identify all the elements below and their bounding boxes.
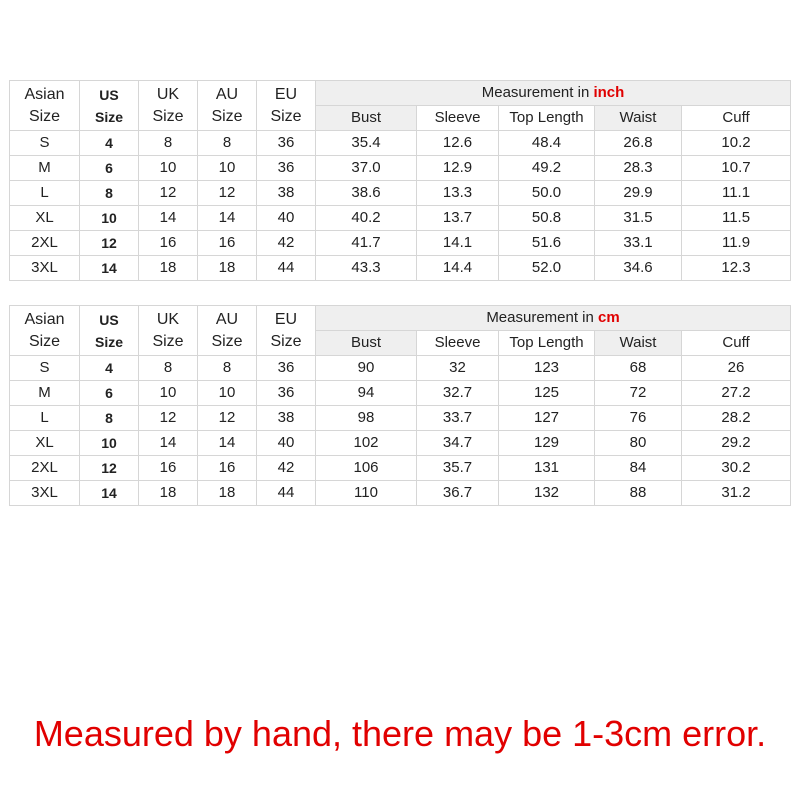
table-row	[10, 381, 791, 406]
asian-size-header: Asian Size	[10, 81, 80, 131]
top-length-cell: 50.8	[499, 206, 595, 231]
top-length-cell: 52.0	[499, 256, 595, 281]
au-size-cell: 14	[198, 431, 257, 456]
unit-label: cm	[598, 309, 620, 326]
top-length-cell: 48.4	[499, 131, 595, 156]
uk-size-cell: 14	[139, 206, 198, 231]
table-row	[10, 356, 791, 381]
sleeve-cell: 34.7	[417, 431, 499, 456]
asian-size-header: Asian Size	[10, 306, 80, 356]
uk-size-header: UK Size	[139, 306, 198, 356]
uk-size-cell: 12	[139, 406, 198, 431]
waist-cell: 88	[595, 481, 682, 506]
eu-size-cell: 44	[257, 256, 316, 281]
sleeve-header: Sleeve	[417, 106, 499, 131]
top-length-cell: 123	[499, 356, 595, 381]
us-size-cell: 6	[80, 156, 139, 181]
top-length-cell: 125	[499, 381, 595, 406]
waist-cell: 68	[595, 356, 682, 381]
top-length-header: Top Length	[499, 331, 595, 356]
size-table-cm	[9, 305, 791, 506]
us-size-cell: 8	[80, 406, 139, 431]
us-size-cell: 10	[80, 206, 139, 231]
uk-size-cell: 16	[139, 231, 198, 256]
cuff-cell: 28.2	[682, 406, 791, 431]
waist-cell: 31.5	[595, 206, 682, 231]
sleeve-cell: 14.4	[417, 256, 499, 281]
top-length-cell: 51.6	[499, 231, 595, 256]
au-size-cell: 8	[198, 131, 257, 156]
table-row	[10, 431, 791, 456]
table-row	[10, 131, 791, 156]
table-body	[10, 81, 791, 281]
au-size-cell: 12	[198, 406, 257, 431]
sleeve-cell: 32.7	[417, 381, 499, 406]
measurement-unit-header: Measurement in cm	[316, 306, 791, 331]
us-size-cell: 14	[80, 256, 139, 281]
asian-size-cell: 3XL	[10, 481, 80, 506]
us-size-cell: 14	[80, 481, 139, 506]
us-size-cell: 8	[80, 181, 139, 206]
au-size-cell: 18	[198, 256, 257, 281]
bust-cell: 106	[316, 456, 417, 481]
asian-size-cell: 2XL	[10, 456, 80, 481]
cuff-cell: 26	[682, 356, 791, 381]
eu-size-cell: 42	[257, 231, 316, 256]
bust-cell: 40.2	[316, 206, 417, 231]
sleeve-cell: 32	[417, 356, 499, 381]
au-size-header: AU Size	[198, 306, 257, 356]
asian-size-cell: 3XL	[10, 256, 80, 281]
uk-size-cell: 16	[139, 456, 198, 481]
cuff-cell: 29.2	[682, 431, 791, 456]
au-size-cell: 14	[198, 206, 257, 231]
table-row	[10, 231, 791, 256]
eu-size-cell: 36	[257, 156, 316, 181]
top-length-header: Top Length	[499, 106, 595, 131]
waist-cell: 34.6	[595, 256, 682, 281]
eu-size-cell: 38	[257, 181, 316, 206]
eu-size-header: EU Size	[257, 306, 316, 356]
sleeve-cell: 33.7	[417, 406, 499, 431]
sleeve-cell: 12.6	[417, 131, 499, 156]
eu-size-cell: 36	[257, 131, 316, 156]
bust-cell: 41.7	[316, 231, 417, 256]
bust-cell: 90	[316, 356, 417, 381]
au-size-cell: 16	[198, 231, 257, 256]
us-size-header: US Size	[80, 81, 139, 131]
cuff-header: Cuff	[682, 106, 791, 131]
table-row	[10, 406, 791, 431]
au-size-cell: 8	[198, 356, 257, 381]
cuff-cell: 30.2	[682, 456, 791, 481]
bust-header: Bust	[316, 106, 417, 131]
table-row	[10, 456, 791, 481]
uk-size-cell: 10	[139, 381, 198, 406]
uk-size-cell: 18	[139, 481, 198, 506]
eu-size-header: EU Size	[257, 81, 316, 131]
uk-size-header: UK Size	[139, 81, 198, 131]
eu-size-cell: 36	[257, 356, 316, 381]
bust-cell: 98	[316, 406, 417, 431]
measurement-unit-header: Measurement in inch	[316, 81, 791, 106]
asian-size-cell: M	[10, 156, 80, 181]
au-size-cell: 16	[198, 456, 257, 481]
us-size-cell: 6	[80, 381, 139, 406]
waist-header: Waist	[595, 106, 682, 131]
au-size-cell: 10	[198, 381, 257, 406]
us-size-cell: 12	[80, 456, 139, 481]
table-row	[10, 481, 791, 506]
top-length-cell: 127	[499, 406, 595, 431]
cuff-cell: 12.3	[682, 256, 791, 281]
table-row	[10, 256, 791, 281]
au-size-cell: 10	[198, 156, 257, 181]
waist-header: Waist	[595, 331, 682, 356]
table-row	[10, 181, 791, 206]
eu-size-cell: 42	[257, 456, 316, 481]
uk-size-cell: 12	[139, 181, 198, 206]
unit-label: inch	[593, 84, 625, 101]
size-table-inch	[9, 80, 791, 281]
table-body	[10, 306, 791, 506]
cuff-cell: 11.1	[682, 181, 791, 206]
us-size-cell: 12	[80, 231, 139, 256]
table-row	[10, 206, 791, 231]
sleeve-cell: 13.3	[417, 181, 499, 206]
au-size-header: AU Size	[198, 81, 257, 131]
waist-cell: 28.3	[595, 156, 682, 181]
cuff-cell: 10.2	[682, 131, 791, 156]
uk-size-cell: 8	[139, 131, 198, 156]
us-size-cell: 4	[80, 356, 139, 381]
eu-size-cell: 44	[257, 481, 316, 506]
top-length-cell: 129	[499, 431, 595, 456]
bust-cell: 110	[316, 481, 417, 506]
au-size-cell: 18	[198, 481, 257, 506]
waist-cell: 72	[595, 381, 682, 406]
top-length-cell: 50.0	[499, 181, 595, 206]
us-size-cell: 10	[80, 431, 139, 456]
cuff-header: Cuff	[682, 331, 791, 356]
eu-size-cell: 38	[257, 406, 316, 431]
au-size-cell: 12	[198, 181, 257, 206]
sleeve-cell: 14.1	[417, 231, 499, 256]
waist-cell: 84	[595, 456, 682, 481]
eu-size-cell: 40	[257, 431, 316, 456]
cuff-cell: 10.7	[682, 156, 791, 181]
bust-cell: 102	[316, 431, 417, 456]
table-row	[10, 156, 791, 181]
asian-size-cell: 2XL	[10, 231, 80, 256]
sleeve-cell: 13.7	[417, 206, 499, 231]
bust-cell: 94	[316, 381, 417, 406]
eu-size-cell: 40	[257, 206, 316, 231]
top-length-cell: 132	[499, 481, 595, 506]
us-size-header: US Size	[80, 306, 139, 356]
sleeve-cell: 35.7	[417, 456, 499, 481]
sleeve-cell: 12.9	[417, 156, 499, 181]
sleeve-cell: 36.7	[417, 481, 499, 506]
asian-size-cell: XL	[10, 206, 80, 231]
bust-header: Bust	[316, 331, 417, 356]
bust-cell: 35.4	[316, 131, 417, 156]
asian-size-cell: M	[10, 381, 80, 406]
asian-size-cell: L	[10, 181, 80, 206]
asian-size-cell: XL	[10, 431, 80, 456]
cuff-cell: 11.9	[682, 231, 791, 256]
top-length-cell: 49.2	[499, 156, 595, 181]
waist-cell: 26.8	[595, 131, 682, 156]
us-size-cell: 4	[80, 131, 139, 156]
uk-size-cell: 10	[139, 156, 198, 181]
bust-cell: 38.6	[316, 181, 417, 206]
bust-cell: 37.0	[316, 156, 417, 181]
waist-cell: 76	[595, 406, 682, 431]
uk-size-cell: 8	[139, 356, 198, 381]
asian-size-cell: S	[10, 356, 80, 381]
cuff-cell: 27.2	[682, 381, 791, 406]
waist-cell: 33.1	[595, 231, 682, 256]
waist-cell: 80	[595, 431, 682, 456]
sleeve-header: Sleeve	[417, 331, 499, 356]
cuff-cell: 31.2	[682, 481, 791, 506]
asian-size-cell: S	[10, 131, 80, 156]
eu-size-cell: 36	[257, 381, 316, 406]
asian-size-cell: L	[10, 406, 80, 431]
uk-size-cell: 18	[139, 256, 198, 281]
cuff-cell: 11.5	[682, 206, 791, 231]
waist-cell: 29.9	[595, 181, 682, 206]
bust-cell: 43.3	[316, 256, 417, 281]
uk-size-cell: 14	[139, 431, 198, 456]
top-length-cell: 131	[499, 456, 595, 481]
measurement-error-note: Measured by hand, there may be 1-3cm error.	[33, 713, 767, 754]
